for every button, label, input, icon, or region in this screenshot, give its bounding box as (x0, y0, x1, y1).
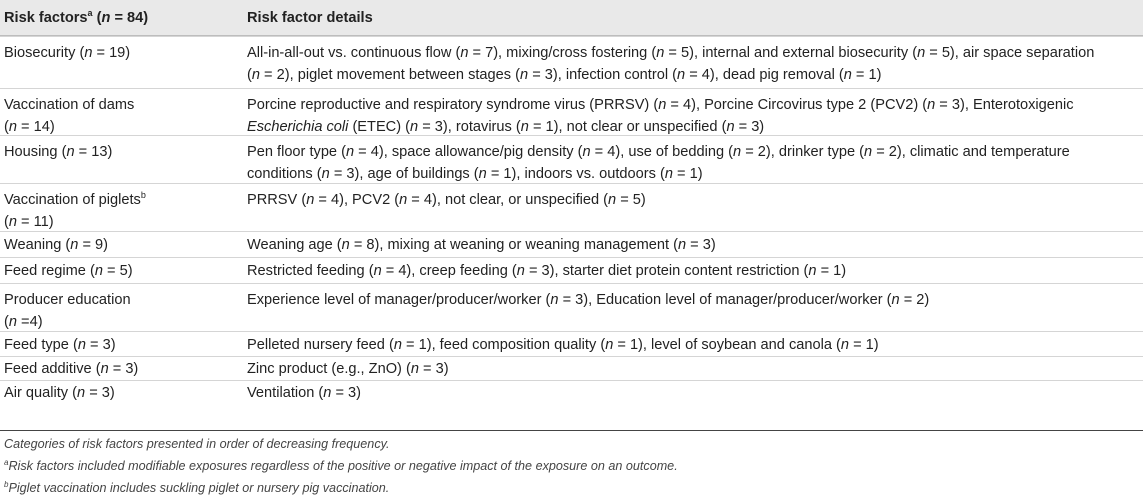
table-row (0, 257, 1143, 283)
risk-details-cell: PRRSV (n = 4), PCV2 (n = 4), not clear, or unspecified (n = 5) (247, 192, 646, 208)
footnote-a: $^a$Risk factors included modifiable exposures regardless of the positive or negative impact of the exposure on an outcome. (4, 457, 678, 473)
table-footnotes (0, 430, 1143, 495)
risk-details-cell: Porcine reproductive and respiratory syndrome virus (PRRSV) (n = 4), Porcine Circovirus type 2 (PCV2) (n = 3), Enterotoxigenic Escherichia coli (ETEC) (n = 3), rotavirus (n = 1), not clear or unspecified (n = 3) (247, 97, 1074, 135)
risk-factor-cell: Feed type (n = 3) (4, 337, 116, 353)
risk-factor-cell: Biosecurity (n = 19) (4, 45, 131, 61)
risk-factor-cell: Vaccination of dams (n = 14) (4, 97, 135, 135)
table-row (0, 36, 1143, 88)
risk-details-cell: Experience level of manager/producer/worker (n = 3), Education level of manager/producer/worker (n = 2) (247, 292, 930, 308)
header-risk-factor-details: Risk factor details (247, 10, 373, 26)
risk-details-cell: Pen floor type (n = 4), space allowance/pig density (n = 4), use of bedding (n = 2), drinker type (n = 2), climatic and temperature conditions (n = 3), age of buildings (n = 1), indoors vs. outdoors (n = 1) (247, 144, 1070, 182)
risk-factor-cell: Housing (n = 13) (4, 144, 113, 160)
risk-factor-cell: Vaccination of piglets$^b$ (n = 11) (4, 190, 146, 230)
table-row (0, 88, 1143, 135)
table-row (0, 331, 1143, 356)
footnote-main: Categories of risk factors presented in order of decreasing frequency. (4, 437, 390, 451)
risk-details-cell: Pelleted nursery feed (n = 1), feed composition quality (n = 1), level of soybean and canola (n = 1) (247, 337, 879, 353)
footnote-b: $^b$Piglet vaccination includes suckling piglet or nursery pig vaccination. (4, 479, 390, 495)
risk-factor-cell: Weaning (n = 9) (4, 237, 108, 253)
table-row (0, 356, 1143, 380)
risk-details-cell: Ventilation (n = 3) (247, 385, 362, 401)
risk-details-cell: Weaning age (n = 8), mixing at weaning or weaning management (n = 3) (247, 237, 716, 253)
table-header-row (0, 0, 1143, 36)
header-risk-factors: Risk factors$^a$ (n = 84) (4, 8, 149, 26)
risk-factor-cell: Feed additive (n = 3) (4, 361, 139, 377)
table-row (0, 135, 1143, 183)
risk-details-cell: All-in-all-out vs. continuous flow (n = 7), mixing/cross fostering (n = 5), internal and external biosecurity (n = 5), air space separation (n = 2), piglet movement between stages (n = 3), infection control (n = 4), dead pig removal (n = 1) (247, 45, 1095, 83)
risk-factor-cell: Producer education (n =4) (4, 292, 131, 330)
risk-factor-cell: Air quality (n = 3) (4, 385, 115, 401)
risk-factor-cell: Feed regime (n = 5) (4, 263, 133, 279)
table-row (0, 380, 1143, 405)
risk-details-cell: Zinc product (e.g., ZnO) (n = 3) (247, 361, 449, 377)
table-row (0, 231, 1143, 257)
risk-details-cell: Restricted feeding (n = 4), creep feeding (n = 3), starter diet protein content restriction (n = 1) (247, 263, 847, 279)
table-row (0, 283, 1143, 331)
table-row (0, 183, 1143, 231)
